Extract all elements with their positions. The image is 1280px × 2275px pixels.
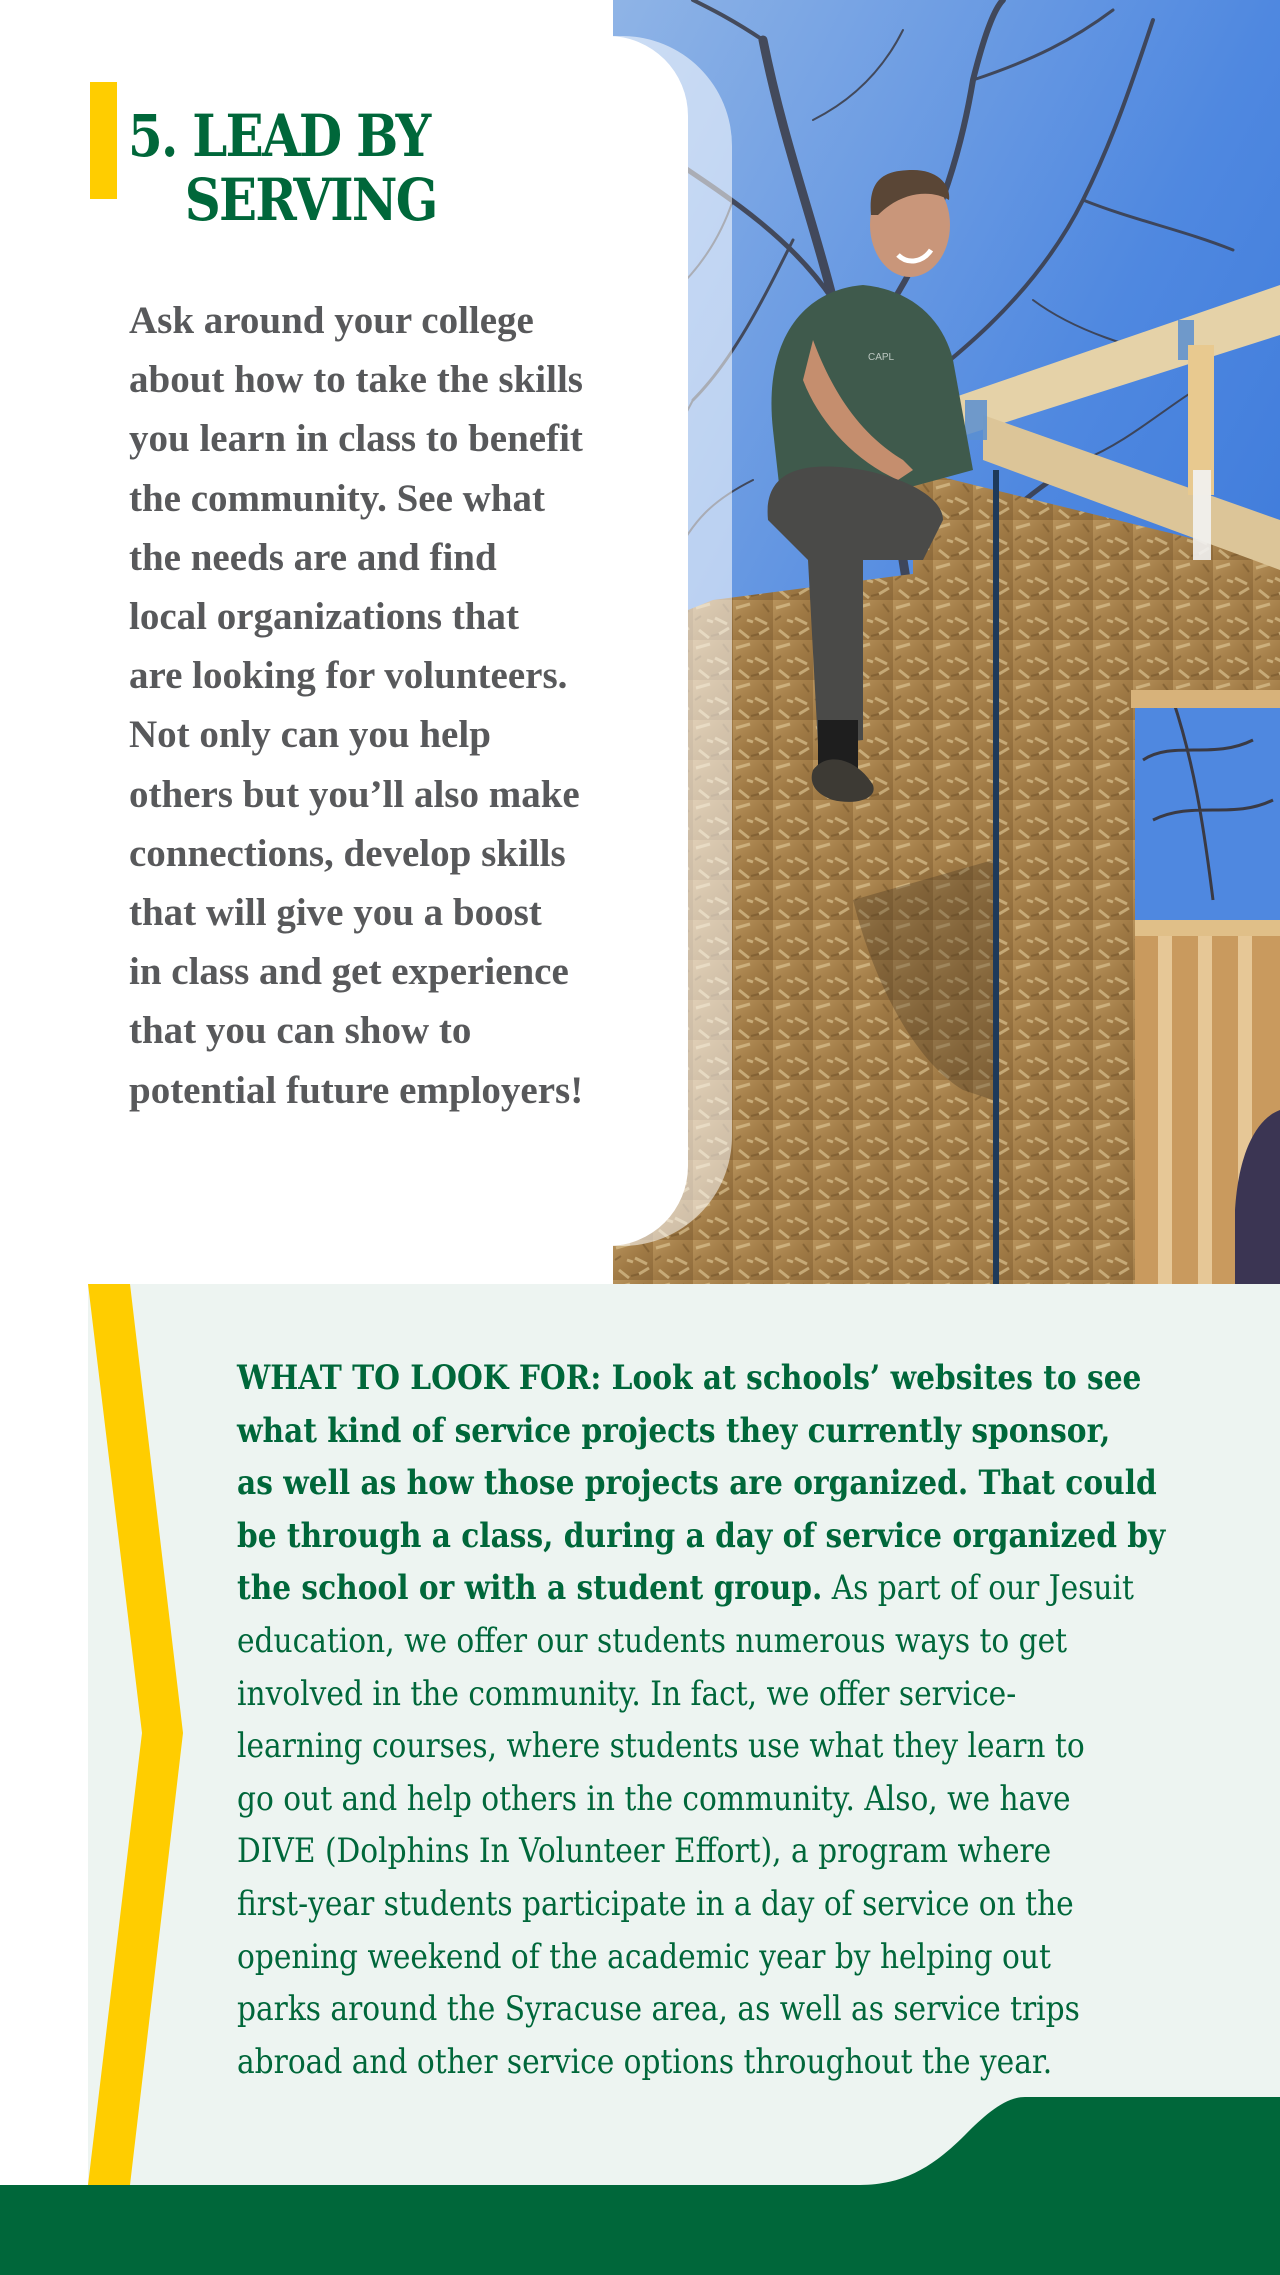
shirt-text: CAPL [868, 352, 895, 363]
tips-bold-text: be through a class, during a day of service organized by [237, 1515, 1166, 1555]
tips-bold-text: as well as how those projects are organized. That could [237, 1463, 1157, 1503]
tips-line [237, 1615, 1122, 1668]
tips-line [237, 2036, 1122, 2089]
tips-regular-text: involved in the community. In fact, we offer service- [237, 1673, 1017, 1713]
intro-line: connections, develop skills [129, 831, 566, 875]
tips-line [237, 1562, 1134, 1615]
footer-wave [0, 2090, 1280, 2190]
intro-line: are looking for volunteers. [129, 654, 568, 698]
panel-top-fill [0, 0, 613, 36]
tips-regular-text: learning courses, where students use what they learn to [237, 1726, 1085, 1766]
intro-line: that you can show to [129, 1009, 472, 1053]
tips-line [237, 1773, 1122, 1826]
intro-line: in class and get experience [129, 950, 569, 994]
chevron-accent [0, 1284, 200, 2185]
tips-line [237, 1457, 1157, 1510]
tips-line [237, 1352, 1142, 1405]
intro-line: others but you’ll also make [129, 772, 580, 816]
intro-line: local organizations that [129, 595, 519, 639]
tips-regular-text: As part of our Jesuit [822, 1568, 1134, 1608]
tips-bold-text: WHAT TO LOOK FOR: Look at schools’ websites to see [237, 1358, 1142, 1397]
tips-line [237, 1878, 1122, 1931]
tips-bold-text: the school or with a student group. [237, 1568, 823, 1608]
intro-line: you learn in class to benefit [129, 417, 583, 461]
title-line-2: SERVING [184, 166, 437, 234]
footer-band [0, 2185, 1280, 2275]
tips-paragraph [237, 1352, 1166, 2088]
window-opening [1135, 700, 1280, 930]
intro-paragraph [129, 291, 649, 1120]
intro-line: that will give you a boost [129, 891, 542, 935]
tips-line [237, 1825, 1122, 1878]
tips-line [237, 1720, 1122, 1773]
tips-regular-text: parks around the Syracuse area, as well as service trips [237, 1989, 1080, 2029]
tips-bold-text: what kind of service projects they currently sponsor, [237, 1410, 1111, 1450]
tips-line [237, 1510, 1166, 1563]
tips-regular-text: first-year students participate in a day of service on the [237, 1883, 1074, 1923]
title-line-1: 5. LEAD BY [128, 102, 430, 170]
intro-line: potential future employers! [129, 1068, 584, 1112]
tips-line [237, 1983, 1122, 2036]
tips-regular-text: go out and help others in the community. Also, we have [237, 1778, 1071, 1818]
tips-regular-text: opening weekend of the academic year by helping out [237, 1936, 1051, 1976]
tips-regular-text: DIVE (Dolphins In Volunteer Effort), a program where [237, 1831, 1052, 1871]
intro-line: Ask around your college [129, 299, 534, 342]
intro-line: the needs are and find [129, 535, 497, 579]
section-title [128, 104, 437, 232]
intro-line: Not only can you help [129, 713, 491, 757]
vertical-pole [993, 470, 999, 1284]
tips-regular-text: education, we offer our students numerous ways to get [237, 1620, 1068, 1660]
tips-line [237, 1668, 1122, 1721]
tips-regular-text: abroad and other service options throughout the year. [237, 2041, 1053, 2081]
intro-line: the community. See what [129, 476, 545, 520]
tips-line [237, 1405, 1122, 1458]
tips-line [237, 1931, 1122, 1984]
intro-line: about how to take the skills [129, 358, 583, 402]
title-accent-bar [90, 82, 117, 199]
panel-bottom-fill [0, 1200, 613, 1284]
